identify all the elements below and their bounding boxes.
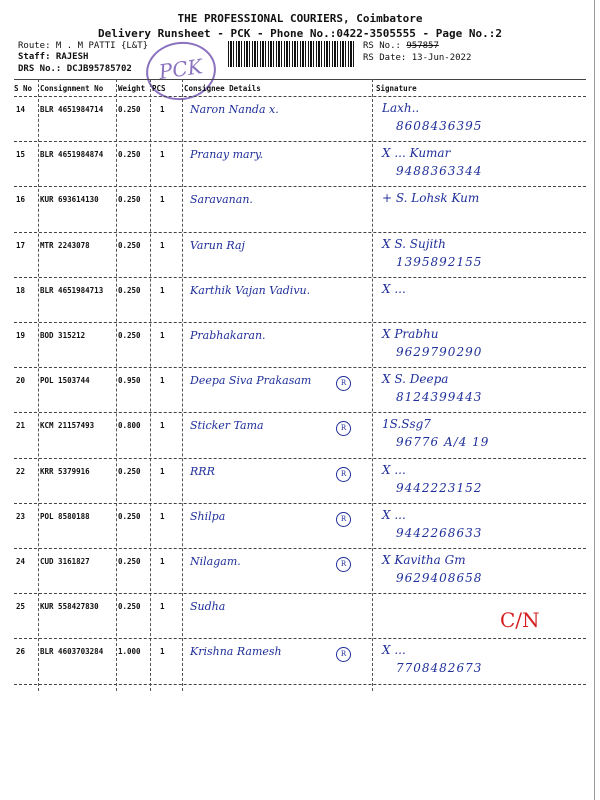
company-name: THE PROFESSIONAL COURIERS, Coimbatore: [177, 12, 423, 25]
row-signature: X ... Kumar: [382, 146, 451, 161]
row-signature: X S. Sujith: [382, 236, 446, 251]
received-mark-icon: R: [336, 376, 351, 391]
row-consignee: Karthik Vajan Vadivu.: [190, 283, 311, 297]
row-weight: 0.250: [118, 285, 141, 295]
row-signature: Laxh..: [382, 101, 420, 115]
runsheet-subtitle: Delivery Runsheet - PCK - Phone No.:0422-3505555 - Page No.:2: [98, 27, 502, 40]
row-consignment: KUR 558427830: [40, 602, 99, 612]
page-edge: [594, 0, 595, 800]
row-sno: 21: [16, 421, 26, 431]
row-weight: 0.250: [118, 511, 141, 521]
row-divider: [14, 367, 586, 368]
rs-date: RS Date: 13-Jun-2022: [363, 53, 472, 63]
received-mark-icon: R: [336, 421, 351, 436]
row-divider: [14, 322, 586, 323]
row-signature: X ...: [382, 281, 406, 296]
row-divider: [14, 503, 586, 504]
route-label: Route: M . M PATTI {L&T}: [18, 41, 149, 51]
row-sno: 25: [16, 602, 26, 612]
row-pcs: 1: [160, 647, 165, 657]
received-mark-icon: R: [336, 647, 351, 662]
staff-label: Staff: RAJESH: [18, 52, 89, 62]
row-consignment: BLR 4651984874: [40, 150, 104, 160]
row-consignment: CUD 3161827: [40, 557, 90, 566]
row-consignee: Deepa Siva Prakasam: [190, 374, 312, 388]
row-signature: X Kavitha Gm: [382, 553, 466, 567]
row-consignment: KCM 21157493: [40, 421, 95, 431]
row-consignee: Varun Raj: [190, 238, 245, 252]
row-signature: X ...: [382, 643, 406, 658]
row-pcs: 1: [160, 195, 165, 205]
row-signature-phone: 9488363344: [396, 164, 483, 179]
row-consignee: Saravanan.: [190, 193, 253, 207]
row-sno: 15: [16, 150, 26, 160]
col-sno: S No: [14, 84, 33, 93]
row-signature-phone: 9442223152: [396, 480, 483, 495]
row-consignment: BOD 315212: [40, 331, 86, 340]
row-divider: [14, 458, 586, 459]
row-sno: 24: [16, 557, 26, 566]
rs-number-value: 957857: [406, 41, 439, 51]
row-weight: 0.250: [118, 466, 141, 476]
row-consignee: RRR: [190, 464, 215, 478]
row-consignee: Prabhakaran.: [190, 329, 266, 342]
row-consignee: Sudha: [190, 600, 226, 614]
row-signature-phone: 8124399443: [396, 390, 483, 405]
row-weight: 0.250: [118, 331, 141, 340]
row-consignee: Sticker Tama: [190, 419, 264, 433]
row-weight: 0.250: [118, 240, 141, 250]
row-divider: [14, 186, 586, 187]
row-consignee: Pranay mary.: [190, 148, 264, 162]
row-weight: 0.950: [118, 376, 141, 386]
row-consignee: Krishna Ramesh: [190, 645, 282, 659]
row-divider: [14, 593, 586, 594]
header-top-rule: [14, 79, 586, 80]
row-sno: 19: [16, 331, 26, 340]
row-signature-phone: 96776 A/4 19: [396, 435, 490, 450]
col-divider: [150, 79, 151, 691]
row-sno: 20: [16, 376, 26, 386]
row-signature: 1S.Ssg7: [382, 417, 431, 432]
row-pcs: 1: [160, 240, 165, 250]
row-sno: 22: [16, 466, 26, 476]
row-pcs: 1: [160, 285, 165, 295]
row-weight: 0.250: [118, 195, 141, 205]
row-signature-phone: 1395892155: [396, 254, 483, 269]
col-pcs: PCS: [152, 84, 166, 93]
row-pcs: 1: [160, 376, 165, 386]
row-pcs: 1: [160, 331, 165, 340]
row-signature: X ...: [382, 462, 406, 477]
col-divider: [372, 79, 373, 691]
row-sno: 17: [16, 240, 26, 250]
row-weight: 0.250: [118, 557, 141, 566]
row-signature: C/N: [500, 608, 540, 633]
drs-label: DRS No.: DCJB95785702: [18, 64, 132, 74]
received-mark-icon: R: [336, 512, 351, 527]
row-sno: 16: [16, 195, 26, 205]
row-divider: [14, 548, 586, 549]
row-consignee: Nilagam.: [190, 555, 241, 568]
rs-number: [363, 41, 439, 52]
row-divider: [14, 141, 586, 142]
row-signature-phone: 9629408658: [396, 571, 483, 585]
row-weight: 1.000: [118, 647, 141, 657]
row-divider: [14, 232, 586, 233]
row-sno: 18: [16, 285, 26, 295]
received-mark-icon: R: [336, 557, 351, 572]
col-divider: [182, 79, 183, 691]
pck-stamp: PCK: [142, 37, 219, 104]
row-signature: X S. Deepa: [382, 372, 449, 387]
row-consignment: MTR 2243078: [40, 240, 90, 250]
row-weight: 0.250: [118, 602, 141, 612]
row-divider: [14, 412, 586, 413]
row-consignment: POL 1503744: [40, 376, 90, 386]
row-signature: X Prabhu: [382, 327, 439, 341]
col-consignee: Consignee Details: [184, 84, 261, 93]
row-consignment: BLR 4651984713: [40, 285, 104, 295]
row-consignee: Shilpa: [190, 509, 226, 523]
col-signature: Signature: [376, 84, 417, 93]
col-weight: Weight: [118, 84, 146, 93]
row-signature: + S. Lohsk Kum: [382, 191, 480, 206]
row-weight: 0.250: [118, 105, 141, 114]
row-pcs: 1: [160, 511, 165, 521]
row-pcs: 1: [160, 421, 165, 431]
row-consignment: KRR 5379916: [40, 466, 90, 476]
row-pcs: 1: [160, 105, 165, 114]
row-consignee: Naron Nanda x.: [190, 103, 279, 116]
received-mark-icon: R: [336, 467, 351, 482]
row-consignment: BLR 4603703284: [40, 647, 104, 657]
rs-number-label: RS No.:: [363, 41, 401, 51]
col-consignment: Consignment No: [40, 84, 104, 93]
row-weight: 0.250: [118, 150, 141, 160]
row-pcs: 1: [160, 466, 165, 476]
header-bottom-rule: [14, 96, 586, 97]
row-signature-phone: 8608436395: [396, 119, 483, 133]
row-divider: [14, 277, 586, 278]
col-divider: [38, 79, 39, 691]
row-weight: 0.800: [118, 421, 141, 431]
row-pcs: 1: [160, 602, 165, 612]
row-consignment: KUR 693614130: [40, 195, 99, 205]
barcode: [228, 41, 356, 67]
row-signature-phone: 9442268633: [396, 525, 483, 540]
row-consignment: BLR 4651984714: [40, 105, 104, 114]
row-signature: X ...: [382, 507, 406, 522]
row-divider: [14, 684, 586, 685]
row-pcs: 1: [160, 150, 165, 160]
row-sno: 14: [16, 105, 26, 114]
row-signature-phone: 9629790290: [396, 345, 483, 359]
row-pcs: 1: [160, 557, 165, 566]
row-sno: 23: [16, 511, 26, 521]
row-signature-phone: 7708482673: [396, 661, 483, 676]
row-sno: 26: [16, 647, 26, 657]
col-divider: [116, 79, 117, 691]
row-consignment: POL 8580188: [40, 511, 90, 521]
row-divider: [14, 638, 586, 639]
